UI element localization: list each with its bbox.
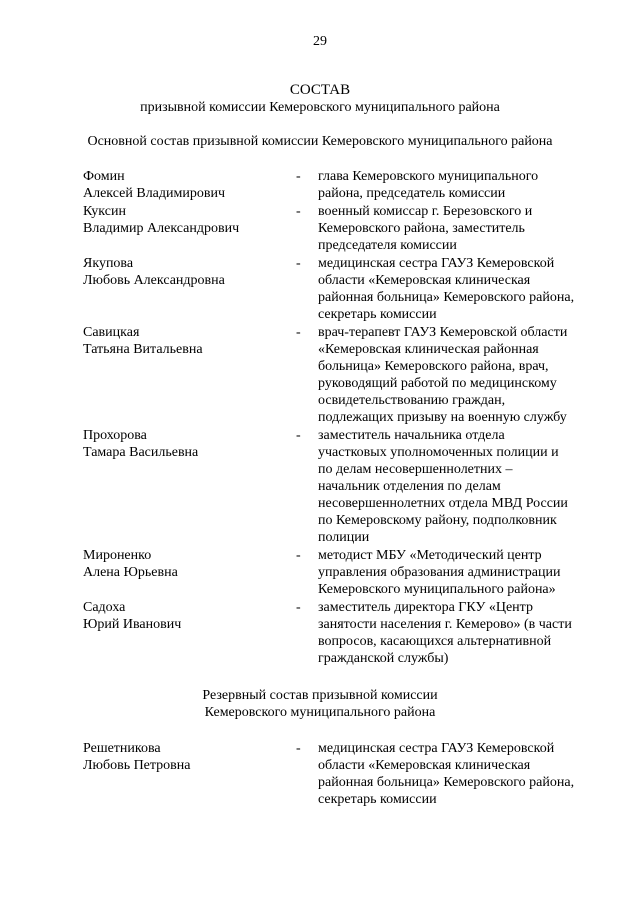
member-name xyxy=(83,203,283,237)
member-role-line: управления образования администрации xyxy=(318,565,561,580)
member-role-line: врач-терапевт ГАУЗ Кемеровской области xyxy=(318,325,568,340)
member-role-line: начальник отделения по делам xyxy=(318,479,501,494)
member-role-line: участковых уполномоченных полиции и xyxy=(318,445,559,460)
member-dash: - xyxy=(296,256,301,271)
member-surname: Куксин xyxy=(83,204,126,219)
member-name xyxy=(83,168,283,202)
member-role-line: вопросов, касающихся альтернативной xyxy=(318,634,552,649)
member-dash: - xyxy=(296,741,301,756)
member-role xyxy=(318,599,608,667)
member-role-line: подлежащих призыву на военную службу xyxy=(318,410,567,425)
member-entry xyxy=(0,255,640,323)
member-role-line: Кемеровского района, заместитель xyxy=(318,221,525,236)
member-surname: Решетникова xyxy=(83,741,161,756)
member-dash: - xyxy=(296,204,301,219)
member-dash: - xyxy=(296,428,301,443)
member-role-line: районная больница» Кемеровского района, xyxy=(318,290,575,305)
member-role-line: заместитель начальника отдела xyxy=(318,428,505,443)
reserve-heading-line-2: Кемеровского муниципального района xyxy=(204,705,436,720)
member-name xyxy=(83,547,283,581)
member-given-name: Тамара Васильевна xyxy=(83,445,199,460)
member-surname: Якупова xyxy=(83,256,134,271)
member-role xyxy=(318,740,608,808)
member-entry xyxy=(0,740,640,808)
reserve-heading-line-1: Резервный состав призывной комиссии xyxy=(202,688,438,703)
member-role-line: больница» Кемеровского района, врач, xyxy=(318,359,549,374)
member-role-line: секретарь комиссии xyxy=(318,307,437,322)
member-given-name: Татьяна Витальевна xyxy=(83,342,203,357)
member-name xyxy=(83,740,283,774)
member-role-line: районная больница» Кемеровского района, xyxy=(318,775,575,790)
member-name xyxy=(83,255,283,289)
member-surname: Фомин xyxy=(83,169,125,184)
member-role-line: «Кемеровская клиническая районная xyxy=(318,342,539,357)
member-entry xyxy=(0,168,640,202)
member-given-name: Владимир Александрович xyxy=(83,221,240,236)
member-given-name: Любовь Александровна xyxy=(83,273,225,288)
member-role xyxy=(318,547,608,598)
member-role-line: методист МБУ «Методический центр xyxy=(318,548,542,563)
member-given-name: Алена Юрьевна xyxy=(83,565,178,580)
member-role xyxy=(318,255,608,323)
member-role-line: области «Кемеровская клиническая xyxy=(318,273,531,288)
member-dash: - xyxy=(296,600,301,615)
member-entry xyxy=(0,203,640,254)
member-role-line: глава Кемеровского муниципального xyxy=(318,169,539,184)
member-surname: Мироненко xyxy=(83,548,152,563)
member-role xyxy=(318,427,608,546)
member-entry xyxy=(0,324,640,426)
member-role-line: района, председатель комиссии xyxy=(318,186,506,201)
document-subtitle: призывной комиссии Кемеровского муниципального района xyxy=(140,100,500,115)
member-given-name: Алексей Владимирович xyxy=(83,186,226,201)
member-role-line: секретарь комиссии xyxy=(318,792,437,807)
member-role-line: медицинская сестра ГАУЗ Кемеровской xyxy=(318,256,555,271)
member-surname: Садоха xyxy=(83,600,126,615)
member-name xyxy=(83,599,283,633)
member-role-line: по делам несовершеннолетних – xyxy=(318,462,513,477)
member-role xyxy=(318,203,608,254)
member-role-line: председателя комиссии xyxy=(318,238,457,253)
member-entry xyxy=(0,427,640,546)
reserve-section-heading xyxy=(0,687,640,721)
member-dash: - xyxy=(296,169,301,184)
member-role xyxy=(318,324,608,426)
member-role xyxy=(318,168,608,202)
reserve-members-list xyxy=(0,740,640,809)
member-dash: - xyxy=(296,325,301,340)
document-title: СОСТАВ xyxy=(289,82,351,98)
member-role-line: заместитель директора ГКУ «Центр xyxy=(318,600,533,615)
member-role-line: гражданской службы) xyxy=(318,651,449,666)
member-entry xyxy=(0,547,640,598)
member-role-line: полиции xyxy=(318,530,370,545)
member-role-line: военный комиссар г. Березовского и xyxy=(318,204,533,219)
member-role-line: занятости населения г. Кемерово» (в части xyxy=(318,617,572,632)
page-number: 29 xyxy=(313,34,327,49)
member-role-line: по Кемеровскому району, подполковник xyxy=(318,513,557,528)
member-surname: Савицкая xyxy=(83,325,140,340)
member-role-line: Кемеровского муниципального района» xyxy=(318,582,556,597)
member-role-line: освидетельствованию граждан, xyxy=(318,393,506,408)
main-section-heading: Основной состав призывной комиссии Кемеровского муниципального района xyxy=(87,134,553,149)
member-given-name: Юрий Иванович xyxy=(83,617,182,632)
main-members-list xyxy=(0,168,640,668)
member-role-line: медицинская сестра ГАУЗ Кемеровской xyxy=(318,741,555,756)
member-role-line: руководящий работой по медицинскому xyxy=(318,376,557,391)
member-entry xyxy=(0,599,640,667)
member-surname: Прохорова xyxy=(83,428,147,443)
member-name xyxy=(83,324,283,358)
member-role-line: несовершеннолетних отдела МВД России xyxy=(318,496,568,511)
member-role-line: области «Кемеровская клиническая xyxy=(318,758,531,773)
member-given-name: Любовь Петровна xyxy=(83,758,191,773)
member-name xyxy=(83,427,283,461)
member-dash: - xyxy=(296,548,301,563)
